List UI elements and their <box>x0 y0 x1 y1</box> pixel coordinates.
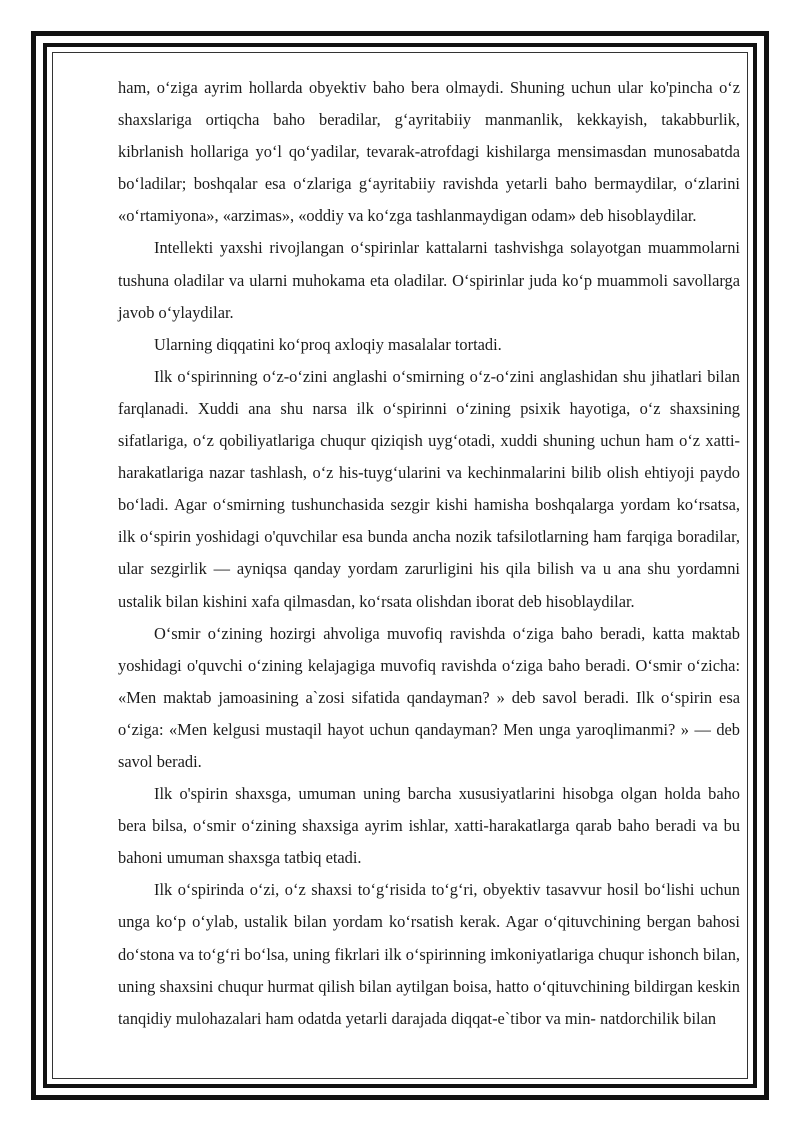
paragraph: Intellekti yaxshi rivojlangan o‘spirinlar kattalarni tashvishga solayotgan muammolarni tushuna oladilar va ularni muhokama eta oladilar. O‘spirinlar juda ko‘p muammoli savollarga javob o‘ylaydilar. <box>118 238 740 322</box>
paragraph: Ilk o'spirin shaxsga, umuman uning barcha xususiyatlarini hisobga olgan holda baho bera bilsa, o‘smir o‘zining shaxsiga ayrim ishlar, xatti-harakatlarga qarab baho beradi va bu bahoni umuman shaxsga tatbiq etadi. <box>118 784 740 868</box>
paragraph: Ilk o‘spirinda o‘zi, o‘z shaxsi to‘g‘risida to‘g‘ri, obyektiv tasavvur hosil bo‘lishi uchun unga ko‘p o‘ylab, ustalik bilan yordam ko‘rsatish kerak. Agar o‘qituvchining bergan bahosi do‘stona va to‘g‘ri bo‘lsa, uning fikrlari ilk o‘spirinning imkoniyatlariga chuqur ishonch bilan, uning shaxsini chuqur hurmat qilish bilan aytilgan boisa, hatto o‘qituvchining bildirgan keskin tanqidiy mulohazalari ham odatda yetarli darajada diqqat-e`tibor va min- natdorchilik bilan <box>118 880 740 1028</box>
paragraph: Ilk o‘spirinning o‘z-o‘zini anglashi o‘smirning o‘z-o‘zini anglashidan shu jihatlari bilan farqlanadi. Xuddi ana shu narsa ilk o‘spirinni o‘zining psixik hayotiga, o‘z shaxsining sifatlariga, o‘z qobiliyatlariga chuqur qiziqish uyg‘otadi, xuddi shuning uchun ham o‘z xatti-harakatlariga nazar tashlash, o‘z his-tuyg‘ularini va kechinmalarini bilib olish ehtiyoji paydo bo‘ladi. Agar o‘smirning tushunchasida sezgir kishi hamisha boshqalarga yordam ko‘rsatsa, ilk o‘spirin yoshidagi o'quvchilar esa bunda ancha nozik tafsilotlarning ham farqiga boradilar, ular sezgirlik — ayniqsa qanday yordam zarurligini his qila bilish va u ana shu yordamni ustalik bilan kishini xafa qilmasdan, ko‘rsata olishdan iborat deb hisoblaydilar. <box>118 366 740 611</box>
paragraph: Ularning diqqatini ko‘proq axloqiy masalalar tortadi. <box>154 334 502 354</box>
paragraph: O‘smir o‘zining hozirgi ahvoliga muvofiq ravishda o‘ziga baho beradi, katta maktab yoshidagi o'quvchi o‘zining kelajagiga muvofiq ravishda o‘ziga baho beradi. O‘smir o‘zicha: «Men maktab jamoasining a`zosi sifatida qandayman? » deb savol beradi. Ilk o‘spirin esa o‘ziga: «Men kelgusi mustaqil hayot uchun qandayman? Men unga yaroqlimanmi? » — deb savol beradi. <box>118 623 740 771</box>
document-body <box>118 72 740 1035</box>
paragraph: ham, o‘ziga ayrim hollarda obyektiv baho bera olmaydi. Shuning uchun ular ko'pincha o‘z shaxslariga ortiqcha baho beradilar, g‘ayritabiiy manmanlik, kekkayish, takabburlik, kibrlanish hollariga yo‘l qo‘yadilar, tevarak-atrofdagi kishilarga mensimasdan munosabatda bo‘ladilar; boshqalar esa o‘zlariga g‘ayritabiiy ravishda yetarli baho bermaydilar, o‘zlarini «o‘rtamiyona», «arzimas», «oddiy va ko‘zga tashlanmaydigan odam» deb hisoblaydilar. <box>118 78 740 226</box>
